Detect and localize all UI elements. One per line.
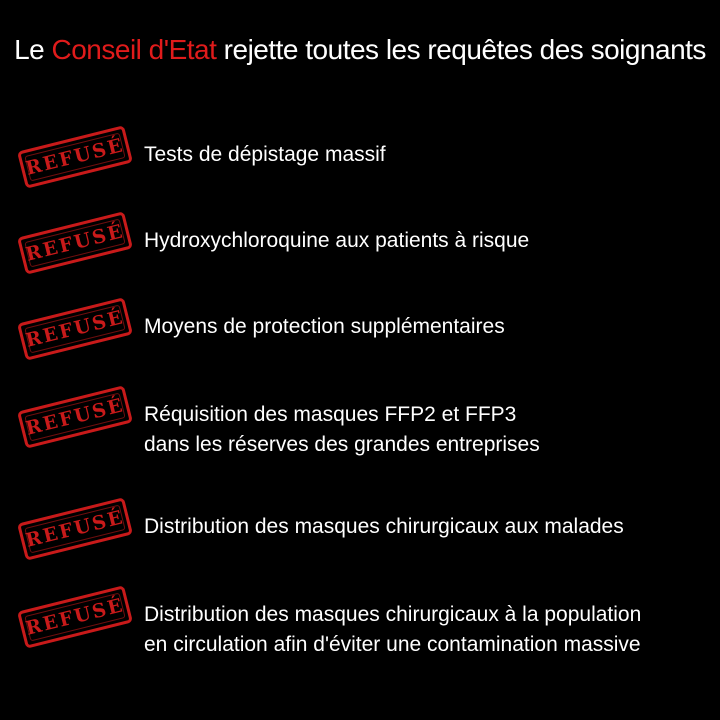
item-label [144,140,704,170]
item-line: Moyens de protection supplémentaires [144,315,505,338]
item-label [144,512,704,542]
item-line: Hydroxychloroquine aux patients à risque [144,229,530,252]
item-label [144,312,704,342]
item-line: Distribution des masques chirurgicaux aux malades [144,515,624,538]
refused-stamp: REFUSÉ [17,211,133,274]
refused-stamp: REFUSÉ [17,297,133,360]
title-suffix: rejette toutes les requêtes des soignants [216,34,706,65]
item-line: Distribution des masques chirurgicaux à la population [144,603,642,626]
item-label [144,400,704,460]
title-highlight: Conseil d'Etat [51,34,217,65]
refused-stamp: REFUSÉ [17,497,133,560]
item-label [144,226,704,256]
item-line: Tests de dépistage massif [144,143,386,166]
page-title [0,34,720,66]
refused-stamp: REFUSÉ [17,585,133,648]
item-line: Réquisition des masques FFP2 et FFP3 [144,403,517,426]
item-line: en circulation afin d'éviter une contamination massive [144,633,641,656]
refused-stamp: REFUSÉ [17,125,133,188]
refused-stamp: REFUSÉ [17,385,133,448]
item-label [144,600,704,660]
item-line: dans les réserves des grandes entreprises [144,433,540,456]
title-prefix: Le [14,34,52,65]
